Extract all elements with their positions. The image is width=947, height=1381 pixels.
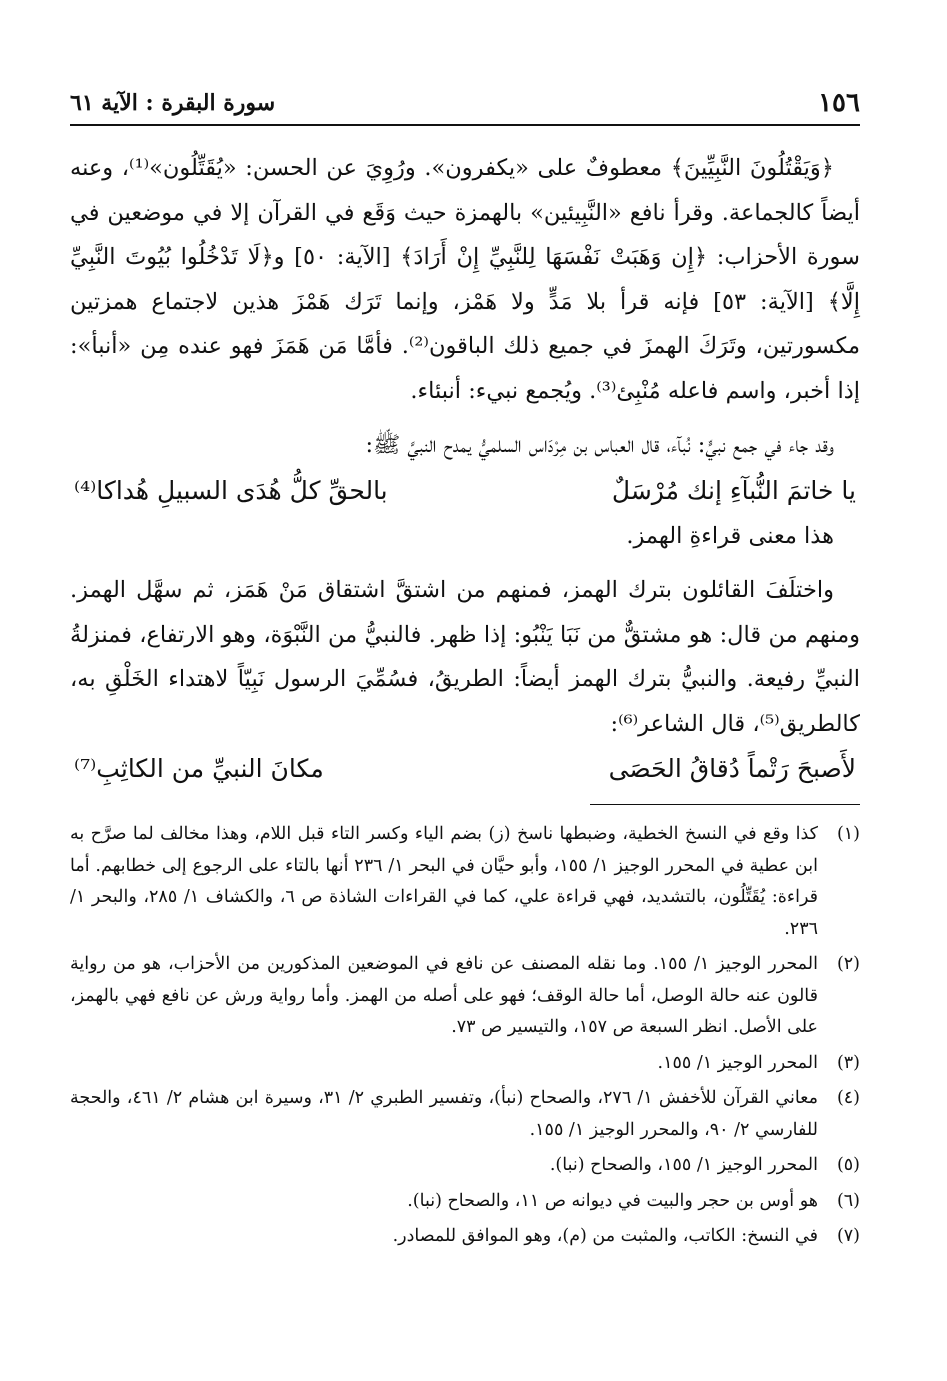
footnote-number: (٣) — [836, 1052, 860, 1073]
footnotes — [70, 819, 860, 1253]
footnote — [70, 819, 860, 945]
footnote-number: (٥) — [836, 1155, 860, 1175]
footnote-text: كذا وقع في النسخ الخطية، وضبطها ناسخ (ز) بضم الياء وكسر التاء قبل اللام، وهذا مخالف لما صرَّح به ابن عطية في المحرر الوجيز ١/ ١٥٥، وأبو حيَّان في البحر ١/ ٢٣٦ أنها بالتاء على الرجوع إلى خطابهم. أما قراءة: يُقَتِّلُون، بالتشديد، فهي قراءة علي، كما في القراءات الشاذة ص ٦، والكشاف ١/ ٢٨٥، والبحر ١/ ٢٣٦. — [70, 824, 819, 939]
footnote-number: (٦) — [836, 1190, 860, 1211]
paragraph-2: وقد جاء في جمع نبيٍّ: نُبآء، قال العباس بن مِرْدَاس السلميُّ يمدح النبيَّ ﷺ: — [365, 432, 834, 458]
poetry-verse-2 — [70, 746, 860, 792]
page-number: ١٥٦ — [818, 88, 860, 118]
poetry-verse-1 — [70, 468, 860, 514]
footnote-text: المحرر الوجيز ١/ ١٥٥، والصحاح (نبا). — [549, 1155, 818, 1175]
footnote — [70, 1048, 860, 1080]
running-head: سورة البقرة : الآية ٦١ — [70, 90, 276, 116]
main-text — [70, 146, 860, 792]
verse-2-second-hemistich: مكانَ النبيِّ من الكاثِبِ⁽⁷⁾ — [74, 754, 324, 783]
footnote-text: المحرر الوجيز ١/ ١٥٥. — [657, 1052, 818, 1073]
book-page — [70, 80, 860, 1340]
paragraph-1: ﴿وَيَقْتُلُونَ النَّبِيِّينَ﴾ معطوفٌ على «يكفرون». ورُوِيَ عن الحسن: «يُقَتِّلُون»⁽¹⁾، وعنه أيضاً كالجماعة. وقرأ نافع «النَّبِيئين» بالهمزة حيث وَقَع في القرآن إلا في موضعين في سورة الأحزاب: ﴿إِن وَهَبَتْ نَفْسَهَا لِلنَّبِيِّ إِنْ أَرَادَ﴾ [الآية: ٥٠] و﴿لَا تَدْخُلُوا بُيُوتَ النَّبِيِّ إِلَّا﴾ [الآية: ٥٣] فإنه قرأ بلا مَدٍّ ولا هَمْز، وإنما تَرَك هَمْزَ هذين لاجتماع همزتين مكسورتين، وتَرَكَ الهمزَ في جميع ذلك الباقون⁽²⁾. فأمَّا مَن هَمَزَ فهو عنده مِن «أنبأ»: إذا أخبر، واسم فاعله مُنْبِئ⁽³⁾. ويُجمع نبيء: أنبئاء. — [70, 155, 860, 404]
paragraph-3: هذا معنى قراءةِ الهمز. — [626, 522, 834, 549]
footnote — [70, 1186, 860, 1218]
footnote-text: هو أوس بن حجر والبيت في ديوانه ص ١١، والصحاح (نبا). — [407, 1190, 818, 1211]
footnote-number: (١) — [836, 824, 860, 844]
footnote-text: معاني القرآن للأخفش ١/ ٢٧٦، والصحاح (نبأ)، وتفسير الطبري ٢/ ٣١، وسيرة ابن هشام ٢/ ٤٦١، والحجة للفارسي ٢/ ٩٠، والمحرر الوجيز ١/ ١٥٥. — [70, 1088, 818, 1140]
footnote-text: المحرر الوجيز ١/ ١٥٥. وما نقله المصنف عن نافع في الموضعين المذكورين من الأحزاب، هو من رواية قالون عنه حالة الوصل، أما حالة الوقف؛ فهو على أصله من الهمز. وأما رواية ورش عن نافع فهي بالهمز، على الأصل. انظر السبعة ص ١٥٧، والتيسير ص ٧٣. — [70, 954, 818, 1037]
verse-1-first-hemistich: يا خاتمَ النُّبآءِ إنك مُرْسَلٌ — [611, 475, 856, 505]
footnote — [70, 1221, 860, 1253]
footnote — [70, 1083, 860, 1146]
footnote — [70, 1150, 860, 1182]
page-header — [70, 80, 860, 126]
verse-1-second-hemistich: بالحقِّ كلُّ هُدَى السبيلِ هُداكا⁽⁴⁾ — [74, 475, 388, 505]
footnote-divider — [590, 804, 860, 805]
paragraph-4: واختلَفَ القائلون بترك الهمز، فمنهم من اشتقَّ اشتقاق مَنْ هَمَز، ثم سهَّل الهمز. ومنهم من قال: هو مشتقٌّ من نَبَا يَنْبُو: إذا ظهر. فالنبيُّ من النَّبْوَة، وهو الارتفاع، فمنزلةُ النبيِّ رفيعة. والنبيُّ بترك الهمز أيضاً: الطريقُ، فسُمِّيَ الرسول نَبِيّاً لاهتداء الخَلْقِ به، كالطريق⁽⁵⁾، قال الشاعر⁽⁶⁾: — [70, 577, 860, 737]
footnote-number: (٧) — [836, 1226, 860, 1246]
footnote — [70, 949, 860, 1044]
footnote-number: (٢) — [836, 954, 860, 974]
verse-2-first-hemistich: لأَصبحَ رَتْماً دُقاقُ الحَصَى — [608, 754, 856, 783]
footnote-text: في النسخ: الكاتب، والمثبت من (م)، وهو الموافق للمصادر. — [392, 1226, 818, 1246]
footnote-number: (٤) — [836, 1088, 860, 1108]
